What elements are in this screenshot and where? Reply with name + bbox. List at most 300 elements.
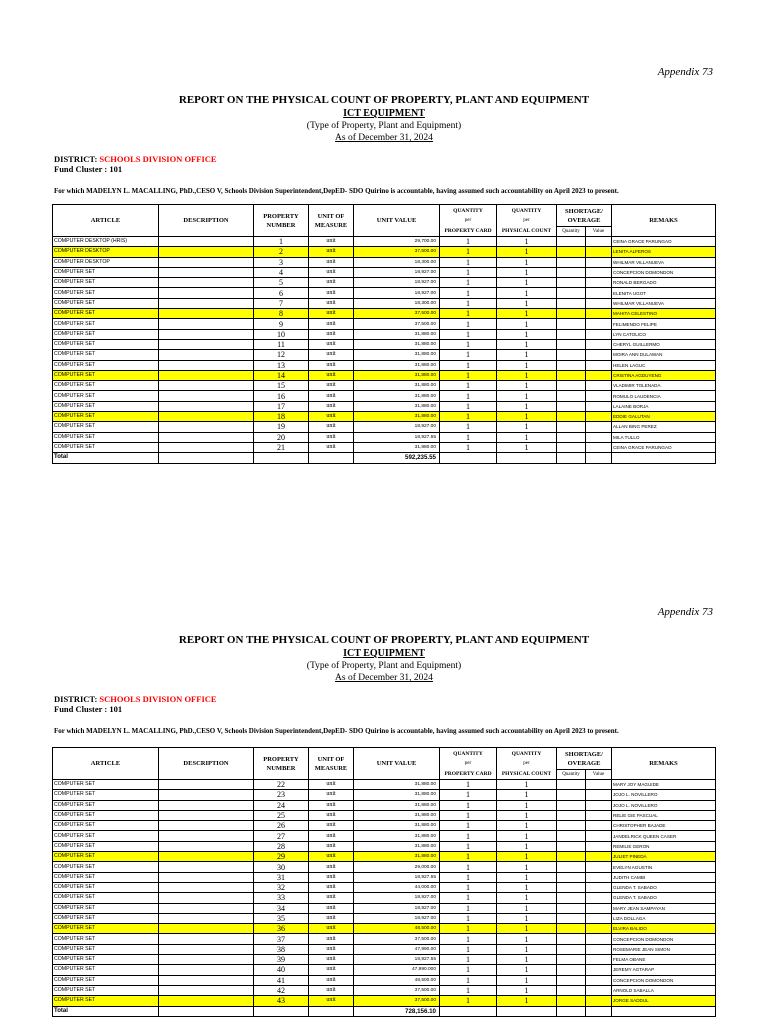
remarks-cell: MARY JEAN SAMPAYAN	[612, 903, 716, 913]
description-cell	[159, 831, 254, 841]
qty-physical-cell: 1	[497, 412, 557, 422]
description-cell	[159, 309, 254, 319]
qty-physical-cell: 1	[497, 955, 557, 965]
qty-card-cell: 1	[440, 831, 497, 841]
qty-card-cell: 1	[440, 975, 497, 985]
qty-physical-cell: 1	[497, 965, 557, 975]
district-label: DISTRICT:	[54, 694, 98, 704]
district-value: SCHOOLS DIVISION OFFICE	[99, 694, 217, 704]
table-row	[53, 319, 716, 329]
qty-physical-cell: 1	[497, 309, 557, 319]
table-row	[53, 996, 716, 1006]
shortage-qty-cell	[557, 350, 586, 360]
as-of-date: As of December 31, 2024	[335, 673, 433, 683]
qty-card-cell: 1	[440, 810, 497, 820]
qty-card-cell: 1	[440, 360, 497, 370]
table-row	[53, 810, 716, 820]
qty-card-cell: 1	[440, 298, 497, 308]
total-label: Total	[53, 1006, 159, 1016]
property-number-cell: 34	[254, 903, 309, 913]
property-number-cell: 28	[254, 841, 309, 851]
qty-physical-cell: 1	[497, 370, 557, 380]
remarks-cell: ELVIRA BALIDO	[612, 924, 716, 934]
col-qty-property-card: QUANTITY per PROPERTY CARD	[440, 748, 497, 780]
shortage-qty-cell	[557, 329, 586, 339]
qty-card-cell: 1	[440, 893, 497, 903]
description-cell	[159, 965, 254, 975]
unit-value-cell: 18,300.00	[354, 298, 440, 308]
unit-of-measure-cell: unit	[309, 401, 354, 411]
remarks-cell: ARNOLD SABALLA	[612, 985, 716, 995]
qty-card-cell: 1	[440, 339, 497, 349]
shortage-qty-cell	[557, 985, 586, 995]
property-number-cell: 19	[254, 422, 309, 432]
remarks-cell: GLENDA T. SABADO	[612, 882, 716, 892]
shortage-qty-cell	[557, 309, 586, 319]
shortage-value-cell	[586, 944, 612, 954]
unit-of-measure-cell: unit	[309, 893, 354, 903]
table-row	[53, 278, 716, 288]
col-shortage-value: Value	[586, 770, 612, 780]
unit-of-measure-cell: unit	[309, 872, 354, 882]
shortage-value-cell	[586, 422, 612, 432]
article-cell: COMPUTER SET	[53, 934, 159, 944]
description-cell	[159, 298, 254, 308]
qty-physical-cell: 1	[497, 862, 557, 872]
article-cell: COMPUTER SET	[53, 278, 159, 288]
property-number-cell: 9	[254, 319, 309, 329]
unit-of-measure-cell: unit	[309, 975, 354, 985]
unit-of-measure-cell: unit	[309, 903, 354, 913]
shortage-value-cell	[586, 985, 612, 995]
property-number-cell: 16	[254, 391, 309, 401]
unit-value-cell: 29,700.00	[354, 237, 440, 247]
property-number-cell: 20	[254, 432, 309, 442]
description-cell	[159, 903, 254, 913]
unit-of-measure-cell: unit	[309, 257, 354, 267]
as-of-date: As of December 31, 2024	[335, 133, 433, 143]
district-line	[54, 694, 217, 704]
unit-of-measure-cell: unit	[309, 412, 354, 422]
report-title: REPORT ON THE PHYSICAL COUNT OF PROPERTY, PLANT AND EQUIPMENT	[178, 94, 590, 106]
property-number-cell: 15	[254, 381, 309, 391]
qty-card-cell: 1	[440, 412, 497, 422]
property-table-1	[52, 204, 716, 464]
table-row	[53, 790, 716, 800]
qty-physical-cell: 1	[497, 339, 557, 349]
unit-of-measure-cell: unit	[309, 319, 354, 329]
article-cell: COMPUTER SET	[53, 339, 159, 349]
shortage-value-cell	[586, 381, 612, 391]
table-row	[53, 924, 716, 934]
qty-card-cell: 1	[440, 821, 497, 831]
shortage-value-cell	[586, 882, 612, 892]
shortage-value-cell	[586, 412, 612, 422]
accountability-statement: For which MADELYN L. MACALLING, PhD.,CESO V, Schools Division Superintendent,DepED- SDO Quirino is accountable, having assumed such accountability on April 2023 to present.	[54, 727, 619, 735]
description-cell	[159, 329, 254, 339]
qty-physical-cell: 1	[497, 422, 557, 432]
total-empty-cell	[557, 453, 586, 463]
description-cell	[159, 247, 254, 257]
article-cell: COMPUTER SET	[53, 790, 159, 800]
table-row	[53, 852, 716, 862]
table-row	[53, 247, 716, 257]
article-cell: COMPUTER DESKTOP	[53, 247, 159, 257]
table-row	[53, 257, 716, 267]
description-cell	[159, 288, 254, 298]
property-number-cell: 23	[254, 790, 309, 800]
unit-of-measure-cell: unit	[309, 965, 354, 975]
table-row	[53, 360, 716, 370]
article-cell: COMPUTER SET	[53, 319, 159, 329]
qty-physical-cell: 1	[497, 329, 557, 339]
fund-cluster: Fund Cluster : 101	[54, 704, 123, 714]
article-cell: COMPUTER SET	[53, 955, 159, 965]
article-cell: COMPUTER SET	[53, 309, 159, 319]
article-cell: COMPUTER SET	[53, 913, 159, 923]
col-article: ARTICLE	[53, 205, 159, 237]
remarks-cell: MILA TULLO	[612, 432, 716, 442]
qty-card-cell: 1	[440, 955, 497, 965]
article-cell: COMPUTER SET	[53, 370, 159, 380]
total-value: 728,156.10	[354, 1006, 440, 1016]
description-cell	[159, 821, 254, 831]
remarks-cell: CHRISTOPHER BAJADE	[612, 821, 716, 831]
article-cell: COMPUTER SET	[53, 841, 159, 851]
shortage-value-cell	[586, 288, 612, 298]
shortage-qty-cell	[557, 381, 586, 391]
table-row	[53, 893, 716, 903]
shortage-qty-cell	[557, 800, 586, 810]
shortage-value-cell	[586, 924, 612, 934]
article-cell: COMPUTER SET	[53, 360, 159, 370]
unit-value-cell: 31,880.00	[354, 329, 440, 339]
shortage-value-cell	[586, 339, 612, 349]
qty-physical-cell: 1	[497, 391, 557, 401]
shortage-qty-cell	[557, 360, 586, 370]
shortage-value-cell	[586, 309, 612, 319]
unit-value-cell: 29,000.00	[354, 862, 440, 872]
unit-of-measure-cell: unit	[309, 810, 354, 820]
col-qty-physical-count: QUANTITY per PHYSICAL COUNT	[497, 748, 557, 780]
article-cell: COMPUTER SET	[53, 442, 159, 452]
shortage-value-cell	[586, 432, 612, 442]
shortage-value-cell	[586, 401, 612, 411]
shortage-value-cell	[586, 391, 612, 401]
article-cell: COMPUTER SET	[53, 432, 159, 442]
qty-physical-cell: 1	[497, 360, 557, 370]
unit-value-cell: 18,927.00	[354, 288, 440, 298]
unit-value-cell: 31,880.00	[354, 821, 440, 831]
table-row	[53, 442, 716, 452]
shortage-value-cell	[586, 934, 612, 944]
unit-value-cell: 18,927.00	[354, 893, 440, 903]
remarks-cell: REMILIE GERON	[612, 841, 716, 851]
table-row	[53, 831, 716, 841]
table-row	[53, 288, 716, 298]
qty-card-cell: 1	[440, 267, 497, 277]
table-row	[53, 350, 716, 360]
remarks-cell: RONALD BERGADO	[612, 278, 716, 288]
property-number-cell: 30	[254, 862, 309, 872]
remarks-cell: JEREMY AGTARAP	[612, 965, 716, 975]
description-cell	[159, 257, 254, 267]
unit-value-cell: 47,990.000	[354, 965, 440, 975]
unit-value-cell: 48,500.00	[354, 924, 440, 934]
property-number-cell: 12	[254, 350, 309, 360]
shortage-value-cell	[586, 247, 612, 257]
description-cell	[159, 432, 254, 442]
unit-of-measure-cell: unit	[309, 996, 354, 1006]
qty-card-cell: 1	[440, 882, 497, 892]
unit-value-cell: 47,990.00	[354, 944, 440, 954]
unit-of-measure-cell: unit	[309, 267, 354, 277]
shortage-value-cell	[586, 821, 612, 831]
property-number-cell: 39	[254, 955, 309, 965]
unit-value-cell: 31,880.00	[354, 852, 440, 862]
unit-value-cell: 18,927.55	[354, 955, 440, 965]
shortage-qty-cell	[557, 247, 586, 257]
qty-card-cell: 1	[440, 800, 497, 810]
unit-of-measure-cell: unit	[309, 800, 354, 810]
table-row	[53, 985, 716, 995]
property-number-cell: 10	[254, 329, 309, 339]
qty-card-cell: 1	[440, 841, 497, 851]
total-row	[53, 453, 716, 463]
qty-card-cell: 1	[440, 237, 497, 247]
shortage-qty-cell	[557, 852, 586, 862]
shortage-qty-cell	[557, 278, 586, 288]
qty-card-cell: 1	[440, 370, 497, 380]
unit-value-cell: 18,927.00	[354, 267, 440, 277]
property-number-cell: 42	[254, 985, 309, 995]
total-empty-cell	[612, 453, 716, 463]
total-empty-cell	[612, 1006, 716, 1016]
shortage-value-cell	[586, 862, 612, 872]
article-cell: COMPUTER SET	[53, 401, 159, 411]
qty-card-cell: 1	[440, 401, 497, 411]
remarks-cell: CRISTINA AGDUYENG	[612, 370, 716, 380]
qty-physical-cell: 1	[497, 350, 557, 360]
remarks-cell: ELENITA UGOT	[612, 288, 716, 298]
unit-value-cell: 31,880.00	[354, 810, 440, 820]
article-cell: COMPUTER SET	[53, 821, 159, 831]
remarks-cell: JUDITH CAMBI	[612, 872, 716, 882]
qty-card-cell: 1	[440, 278, 497, 288]
col-shortage-quantity: Quantity	[557, 227, 586, 237]
qty-physical-cell: 1	[497, 841, 557, 851]
shortage-qty-cell	[557, 370, 586, 380]
total-empty-cell	[440, 1006, 497, 1016]
qty-physical-cell: 1	[497, 401, 557, 411]
shortage-qty-cell	[557, 237, 586, 247]
remarks-cell: CEINA GRACE PARUNGAO	[612, 237, 716, 247]
accountability-statement: For which MADELYN L. MACALLING, PhD.,CESO V, Schools Division Superintendent,DepED- SDO Quirino is accountable, having assumed such accountability on April 2023 to present.	[54, 187, 619, 195]
article-cell: COMPUTER SET	[53, 329, 159, 339]
qty-physical-cell: 1	[497, 319, 557, 329]
shortage-qty-cell	[557, 821, 586, 831]
qty-physical-cell: 1	[497, 298, 557, 308]
shortage-qty-cell	[557, 965, 586, 975]
qty-physical-cell: 1	[497, 810, 557, 820]
shortage-value-cell	[586, 841, 612, 851]
article-cell: COMPUTER SET	[53, 985, 159, 995]
shortage-value-cell	[586, 267, 612, 277]
remarks-cell: FELIMENDO FELIPE	[612, 319, 716, 329]
shortage-value-cell	[586, 442, 612, 452]
shortage-qty-cell	[557, 298, 586, 308]
shortage-qty-cell	[557, 790, 586, 800]
qty-physical-cell: 1	[497, 893, 557, 903]
total-empty-cell	[254, 453, 309, 463]
shortage-value-cell	[586, 800, 612, 810]
unit-value-cell: 31,880.00	[354, 780, 440, 790]
qty-card-cell: 1	[440, 862, 497, 872]
col-shortage-overage: SHORTAGE/ OVERAGE	[557, 205, 612, 227]
remarks-cell: VLADIMIR TOLENADA	[612, 381, 716, 391]
qty-physical-cell: 1	[497, 247, 557, 257]
qty-physical-cell: 1	[497, 924, 557, 934]
qty-card-cell: 1	[440, 934, 497, 944]
shortage-qty-cell	[557, 913, 586, 923]
qty-physical-cell: 1	[497, 432, 557, 442]
remarks-cell: JOJO L. NOVILLERO	[612, 790, 716, 800]
col-shortage-overage: SHORTAGE/ OVERAGE	[557, 748, 612, 770]
unit-of-measure-cell: unit	[309, 360, 354, 370]
unit-of-measure-cell: unit	[309, 780, 354, 790]
total-empty-cell	[497, 453, 557, 463]
table-row	[53, 872, 716, 882]
article-cell: COMPUTER SET	[53, 852, 159, 862]
property-number-cell: 4	[254, 267, 309, 277]
article-cell: COMPUTER SET	[53, 412, 159, 422]
table-row	[53, 903, 716, 913]
article-cell: COMPUTER SET	[53, 831, 159, 841]
remarks-cell: FELMA OBANE	[612, 955, 716, 965]
qty-physical-cell: 1	[497, 821, 557, 831]
col-shortage-quantity: Quantity	[557, 770, 586, 780]
qty-physical-cell: 1	[497, 996, 557, 1006]
description-cell	[159, 370, 254, 380]
description-cell	[159, 422, 254, 432]
remarks-cell: CONCEPCION DOMONDON	[612, 975, 716, 985]
unit-value-cell: 31,880.00	[354, 339, 440, 349]
property-number-cell: 5	[254, 278, 309, 288]
qty-physical-cell: 1	[497, 944, 557, 954]
table-row	[53, 401, 716, 411]
unit-of-measure-cell: unit	[309, 924, 354, 934]
unit-of-measure-cell: unit	[309, 339, 354, 349]
shortage-value-cell	[586, 975, 612, 985]
description-cell	[159, 401, 254, 411]
qty-physical-cell: 1	[497, 852, 557, 862]
col-description: DESCRIPTION	[159, 205, 254, 237]
col-shortage-value: Value	[586, 227, 612, 237]
shortage-value-cell	[586, 790, 612, 800]
shortage-value-cell	[586, 913, 612, 923]
article-cell: COMPUTER SET	[53, 267, 159, 277]
qty-card-cell: 1	[440, 381, 497, 391]
description-cell	[159, 780, 254, 790]
unit-of-measure-cell: unit	[309, 309, 354, 319]
col-property-number: PROPERTY NUMBER	[254, 748, 309, 780]
total-empty-cell	[557, 1006, 586, 1016]
description-cell	[159, 350, 254, 360]
qty-card-cell: 1	[440, 329, 497, 339]
unit-value-cell: 31,880.00	[354, 381, 440, 391]
article-cell: COMPUTER DESKTOP (HRIS)	[53, 237, 159, 247]
col-article: ARTICLE	[53, 748, 159, 780]
article-cell: COMPUTER SET	[53, 298, 159, 308]
remarks-cell: HELEN LAGUC	[612, 360, 716, 370]
article-cell: COMPUTER SET	[53, 810, 159, 820]
unit-of-measure-cell: unit	[309, 862, 354, 872]
description-cell	[159, 985, 254, 995]
article-cell: COMPUTER SET	[53, 800, 159, 810]
description-cell	[159, 278, 254, 288]
remarks-cell: LENITA ALFEROS	[612, 247, 716, 257]
unit-of-measure-cell: unit	[309, 350, 354, 360]
qty-physical-cell: 1	[497, 278, 557, 288]
description-cell	[159, 412, 254, 422]
remarks-cell: CONCEPCION DOMONDON	[612, 267, 716, 277]
unit-value-cell: 37,500.00	[354, 309, 440, 319]
unit-value-cell: 31,880.00	[354, 831, 440, 841]
qty-physical-cell: 1	[497, 381, 557, 391]
total-empty-cell	[309, 1006, 354, 1016]
shortage-value-cell	[586, 319, 612, 329]
shortage-qty-cell	[557, 872, 586, 882]
shortage-value-cell	[586, 996, 612, 1006]
property-number-cell: 22	[254, 780, 309, 790]
unit-of-measure-cell: unit	[309, 913, 354, 923]
table-row	[53, 412, 716, 422]
total-label: Total	[53, 453, 159, 463]
description-cell	[159, 913, 254, 923]
col-property-number: PROPERTY NUMBER	[254, 205, 309, 237]
remarks-cell: CONCEPCION DOMONDON	[612, 934, 716, 944]
qty-physical-cell: 1	[497, 442, 557, 452]
table-row	[53, 237, 716, 247]
unit-of-measure-cell: unit	[309, 985, 354, 995]
shortage-value-cell	[586, 893, 612, 903]
table-row	[53, 309, 716, 319]
unit-of-measure-cell: unit	[309, 381, 354, 391]
unit-of-measure-cell: unit	[309, 852, 354, 862]
description-cell	[159, 996, 254, 1006]
table-row	[53, 267, 716, 277]
shortage-qty-cell	[557, 831, 586, 841]
table-row	[53, 422, 716, 432]
description-cell	[159, 944, 254, 954]
qty-card-cell: 1	[440, 985, 497, 995]
unit-of-measure-cell: unit	[309, 821, 354, 831]
description-cell	[159, 893, 254, 903]
shortage-value-cell	[586, 257, 612, 267]
remarks-cell: RELIE GIE PASCUAL	[612, 810, 716, 820]
article-cell: COMPUTER SET	[53, 381, 159, 391]
property-number-cell: 18	[254, 412, 309, 422]
unit-of-measure-cell: unit	[309, 237, 354, 247]
shortage-qty-cell	[557, 810, 586, 820]
property-number-cell: 8	[254, 309, 309, 319]
col-unit-of-measure: UNIT OF MEASURE	[309, 748, 354, 780]
shortage-qty-cell	[557, 267, 586, 277]
shortage-value-cell	[586, 237, 612, 247]
col-unit-value: UNIT VALUE	[354, 205, 440, 237]
table-row	[53, 913, 716, 923]
description-cell	[159, 391, 254, 401]
